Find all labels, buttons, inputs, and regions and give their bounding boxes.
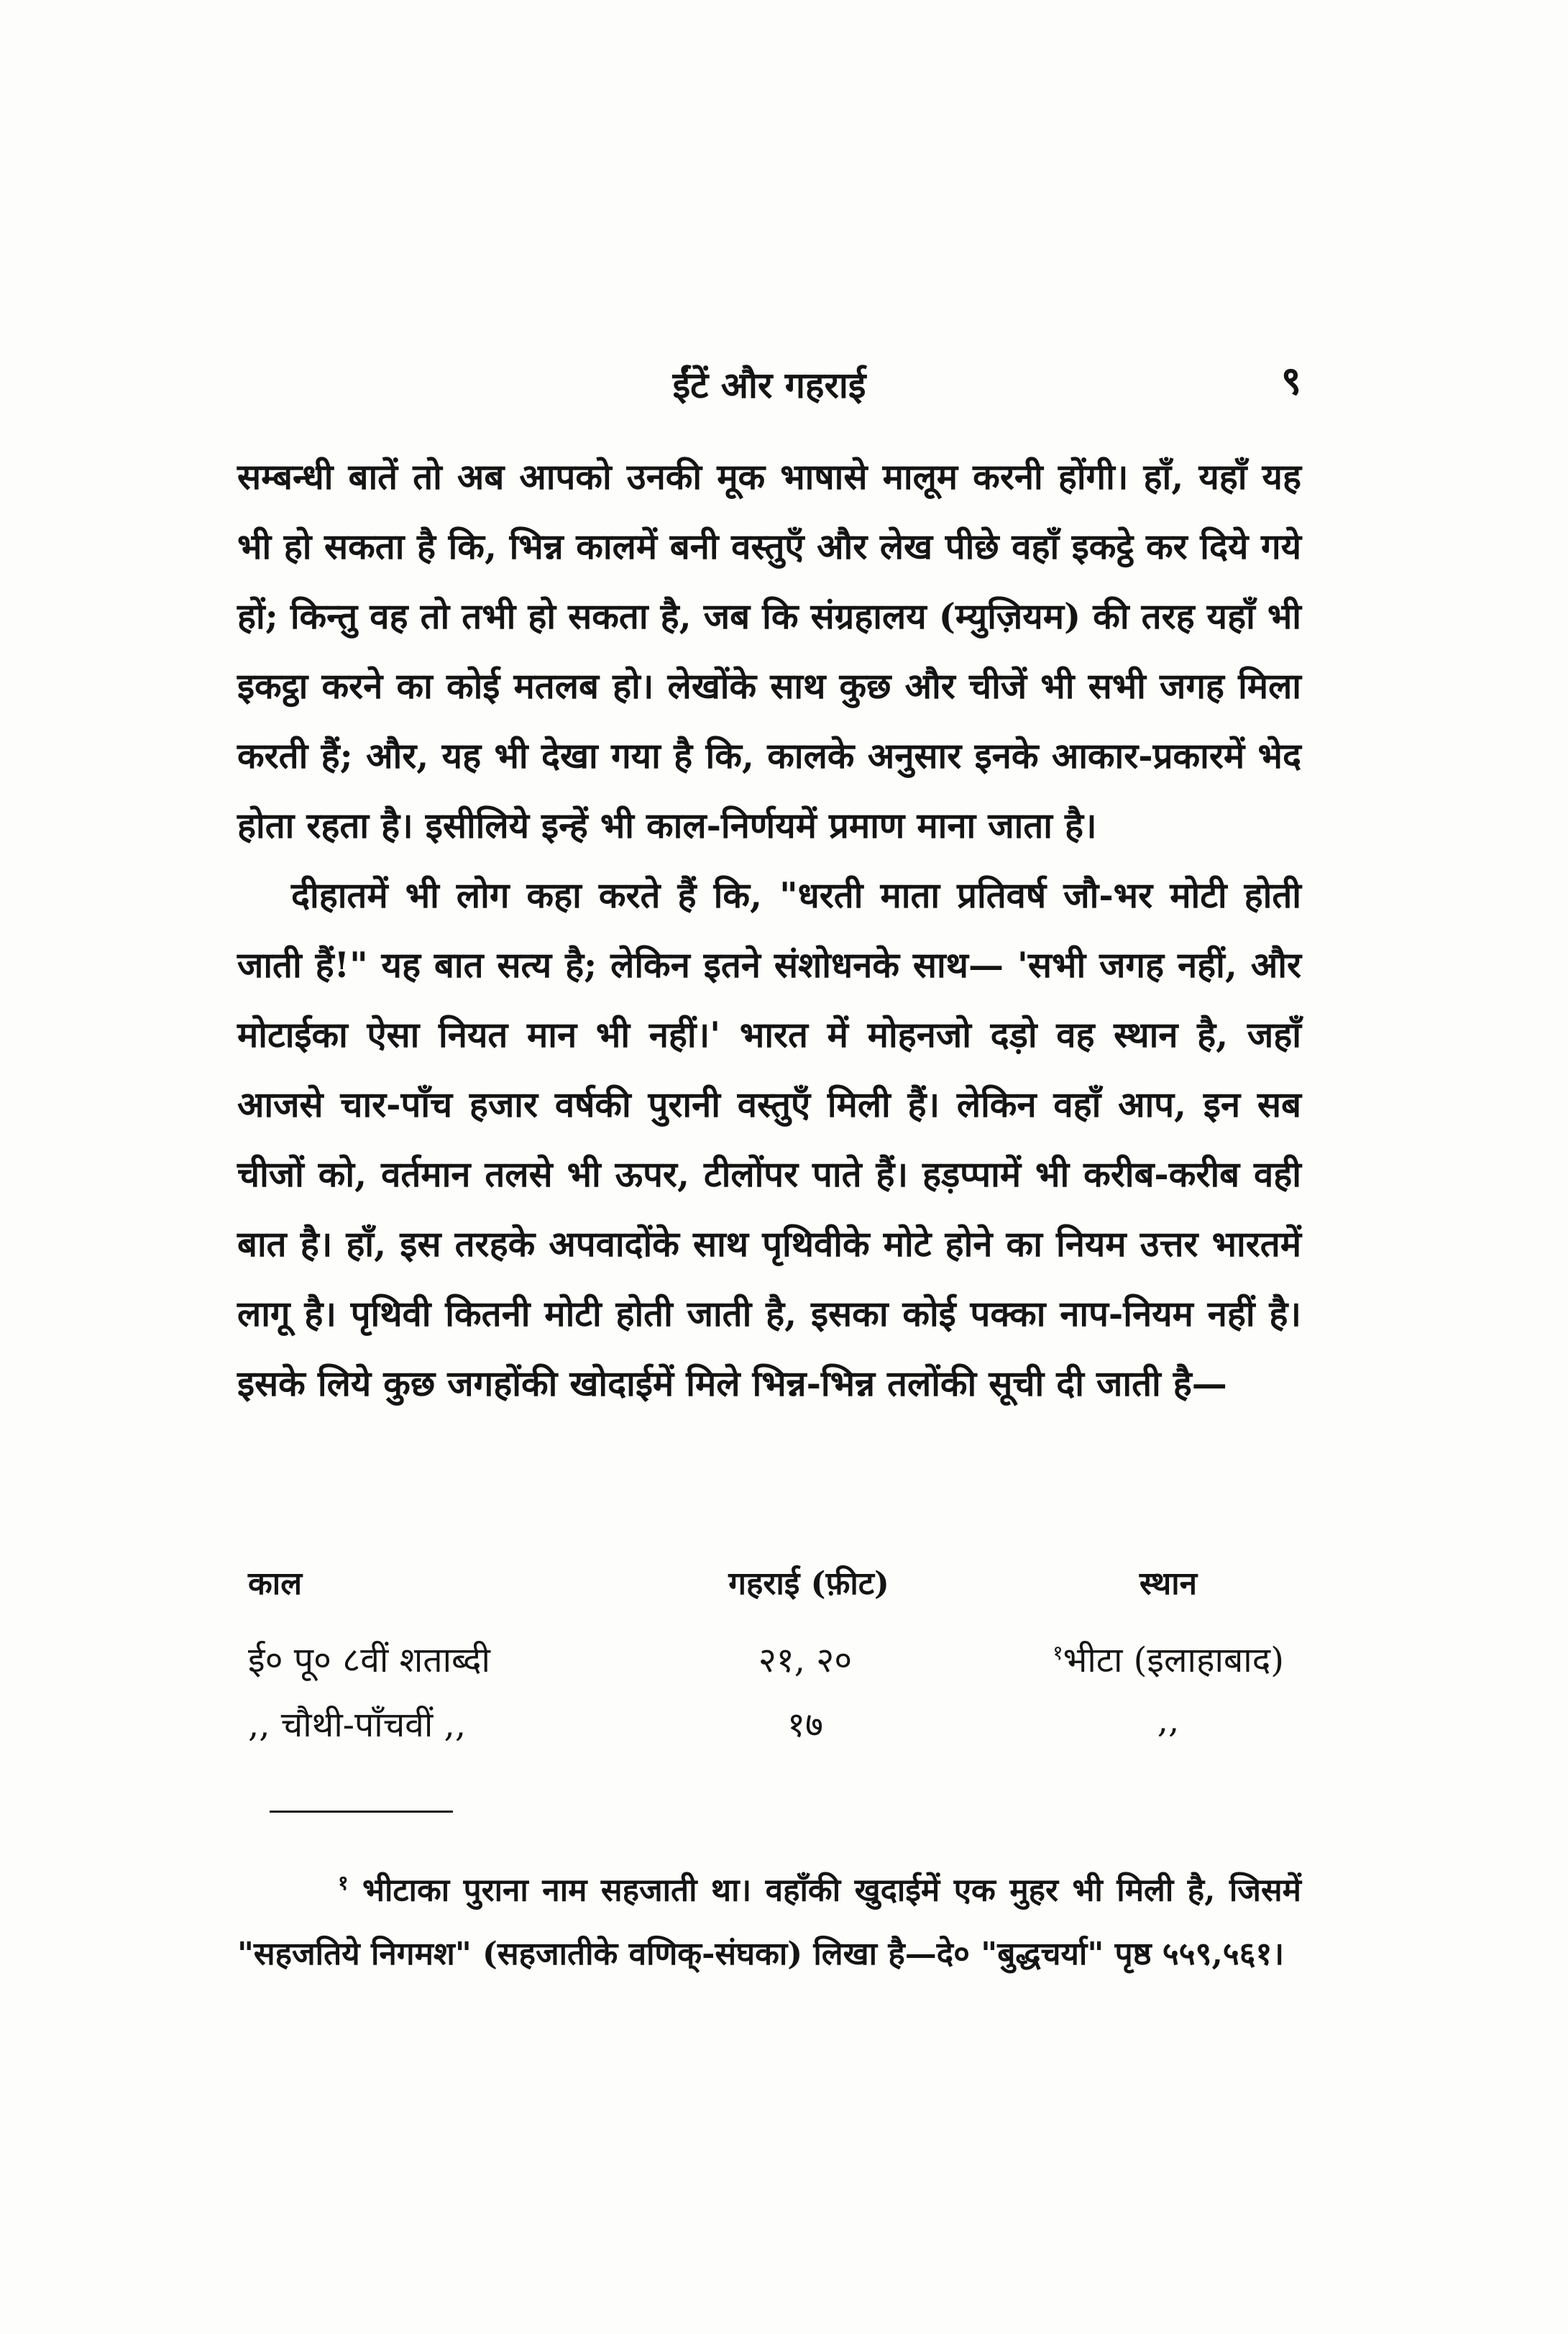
footnote-body: भीटाका पुराना नाम सहजाती था। वहाँकी खुदाईमें एक मुहर भी मिली है, जिसमें "सहजतिये निगमश" (सहजातीके वणिक्-संघका) लिखा है—दे० "बुद्धचर्या" पृष्ठ ५५९,५६१। — [237, 1872, 1301, 1972]
footnote-marker: १ — [1053, 1641, 1063, 1665]
cell-period: ई० पू० ८वीं शताब्दी — [248, 1640, 490, 1680]
depth-table — [248, 1560, 1305, 1762]
table-row — [248, 1701, 1305, 1758]
cell-depth: १७ — [787, 1705, 823, 1745]
table-row — [248, 1636, 1305, 1693]
cell-period: ,, चौथी-पाँचवीं ,, — [248, 1705, 467, 1745]
cell-place-text: भीटा (इलाहाबाद) — [1063, 1640, 1284, 1680]
table-header-row — [248, 1560, 1305, 1618]
cell-depth: २१, २० — [758, 1640, 853, 1680]
header-depth: गहराई (फ़ीट) — [728, 1565, 889, 1602]
running-title: ईंटें और गहराई — [672, 364, 866, 406]
footnote-text — [237, 1852, 1301, 1986]
cell-place: ,, — [1157, 1701, 1180, 1741]
footnote-marker: १ — [338, 1871, 349, 1895]
cell-place — [1032, 1636, 1305, 1683]
body-text — [237, 442, 1301, 1419]
footnote-divider — [270, 1811, 453, 1813]
header-period: काल — [248, 1565, 303, 1602]
paragraph-1: सम्बन्धी बातें तो अब आपको उनकी मूक भाषासे मालूम करनी होंगी। हाँ, यहाँ यह भी हो सकता है कि, भिन्न कालमें बनी वस्तुएँ और लेख पीछे वहाँ इकट्ठे कर दिये गये हों; किन्तु वह तो तभी हो सकता है, जब कि संग्रहालय (म्युज़ियम) की तरह यहाँ भी इकट्ठा करने का कोई मतलब हो। लेखोंके साथ कुछ और चीजें भी सभी जगह मिला करती हैं; और, यह भी देखा गया है कि, कालके अनुसार इनके आकार-प्रकारमें भेद होता रहता है। इसीलिये इन्हें भी काल-निर्णयमें प्रमाण माना जाता है। — [237, 456, 1301, 846]
page-header — [237, 352, 1301, 417]
header-place: स्थान — [1139, 1565, 1198, 1602]
footnote — [237, 1852, 1301, 1986]
paragraph-2: दीहातमें भी लोग कहा करते हैं कि, "धरती माता प्रतिवर्ष जौ-भर मोटी होती जाती हैं!" यह बात सत्य है; लेकिन इतने संशोधनके साथ— 'सभी जगह नहीं, और मोटाईका ऐसा नियत मान भी नहीं।' भारत में मोहनजो दड़ो वह स्थान है, जहाँ आजसे चार-पाँच हजार वर्षकी पुरानी वस्तुएँ मिली हैं। लेकिन वहाँ आप, इन सब चीजों को, वर्तमान तलसे भी ऊपर, टीलोंपर पाते हैं। हड़प्पामें भी करीब-करीब वही बात है। हाँ, इस तरहके अपवादोंके साथ पृथिवीके मोटे होने का नियम उत्तर भारतमें लागू है। पृथिवी कितनी मोटी होती जाती है, इसका कोई पक्का नाप-नियम नहीं है। इसके लिये कुछ जगहोंकी खोदाईमें मिले भिन्न-भिन्न तलोंकी सूची दी जाती है— — [237, 874, 1301, 1404]
page-number: ९ — [1280, 357, 1301, 403]
